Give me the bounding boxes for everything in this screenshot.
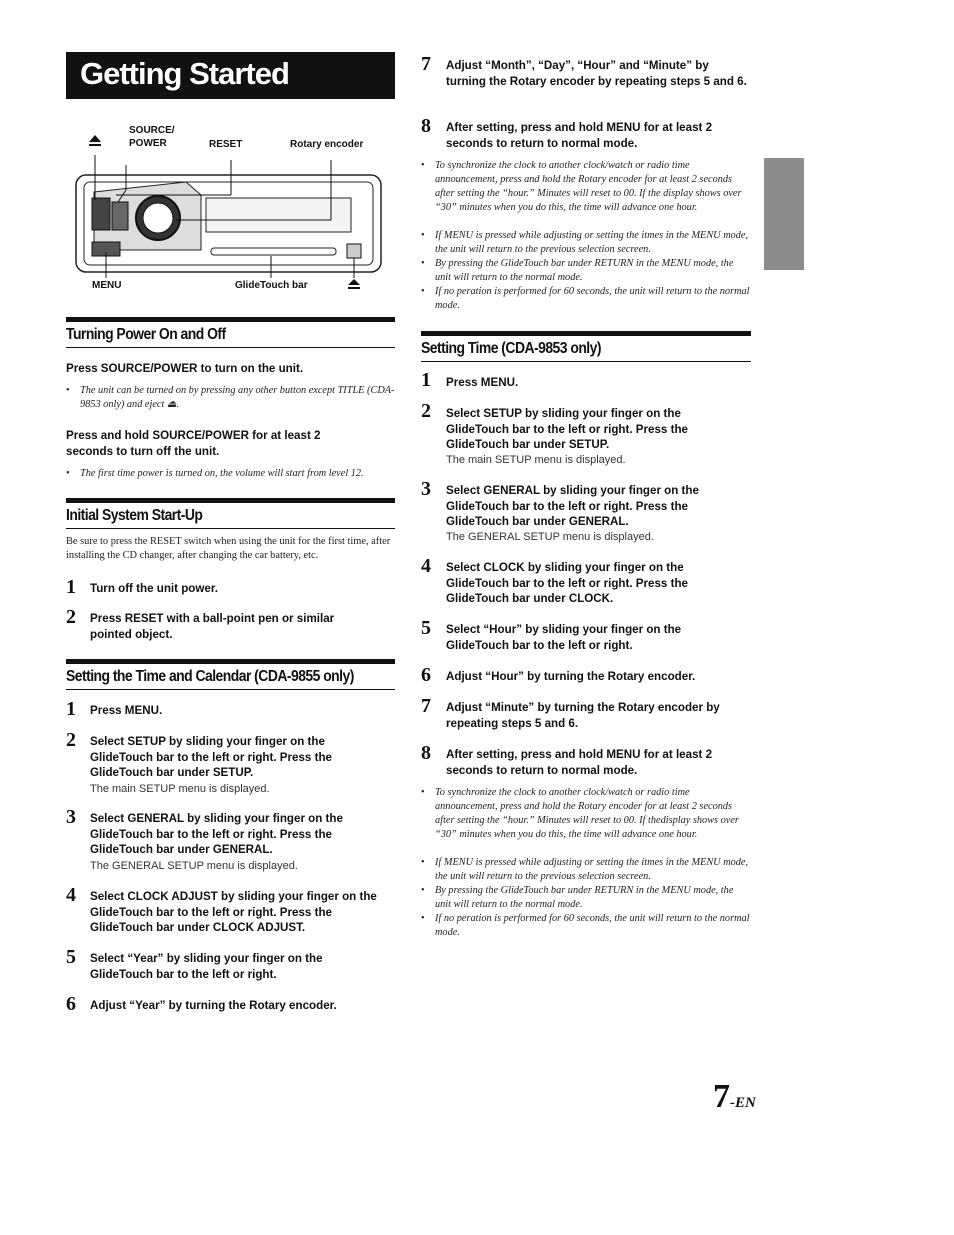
time-note-2: • If MENU is pressed while adjusting or setting the itmes in the MENU mode, the unit will return to the previous selection secreen.	[421, 857, 749, 882]
unit-diagram	[66, 120, 395, 300]
startup-step-2: Press RESET with a ball-point pen or similar pointed object.	[90, 612, 335, 641]
time-step-3-sub: The GENERAL SETUP menu is displayed.	[446, 531, 654, 543]
startup-heading: Initial System Start-Up	[66, 507, 203, 524]
power-note-1: • The unit can be turned on by pressing any other button except TITLE (CDA-9853 only) and eject ⏏.	[66, 385, 395, 410]
page-title: Getting Started	[80, 56, 289, 91]
timecal-step-4-num: 4	[66, 884, 76, 906]
reset-label: RESET	[209, 139, 243, 150]
source-power-label: SOURCE/ POWER	[129, 125, 175, 149]
timecal-step-5: Select “Year” by sliding your finger on the GlideTouch bar to the left or right.	[90, 952, 323, 981]
time-step-2: Select SETUP by sliding your finger on the GlideTouch bar to the left or right. Press the GlideTouch bar under SETUP.	[446, 407, 688, 452]
time-step-4: Select CLOCK by sliding your finger on the GlideTouch bar to the left or right. Press the GlideTouch bar under CLOCK.	[446, 561, 688, 606]
time-step-5: Select “Hour” by sliding your finger on the GlideTouch bar to the left or right.	[446, 623, 682, 652]
power-heading-bar	[66, 317, 395, 348]
time-step-3-num: 3	[421, 478, 431, 500]
time-step-8: After setting, press and hold MENU for at least 2 seconds to return to normal mode.	[446, 748, 713, 777]
glidetouch-label: GlideTouch bar	[235, 280, 308, 291]
time-note-4: • If no peration is performed for 60 seconds, the unit will return to the normal mode.	[421, 913, 750, 938]
timecal-step-3-num: 3	[66, 806, 76, 828]
time-step-1-num: 1	[421, 369, 431, 391]
time-step-4-num: 4	[421, 555, 431, 577]
time-heading: Setting Time (CDA-9853 only)	[421, 340, 601, 357]
timecal-heading-bar	[66, 659, 395, 690]
time-heading-bar	[421, 331, 751, 362]
time-note-3: • By pressing the GlideTouch bar under RETURN in the MENU mode, the unit will return to the normal mode.	[421, 885, 734, 910]
time-step-2-num: 2	[421, 400, 431, 422]
timecal-step-6-num: 6	[66, 993, 76, 1015]
timecal-note-1: • To synchronize the clock to another clock/watch or radio time announcement, press and hold the Rotary encoder for at least 2 seconds after setting the “hour.” Minutes will reset to 00. If the display shows over “30” minutes when you do this, the time will advance one hour.	[421, 160, 742, 213]
time-step-6-num: 6	[421, 664, 431, 686]
timecal-step-7: Adjust “Month”, “Day”, “Hour” and “Minute” by turning the Rotary encoder by repeating steps 5 and 6.	[446, 59, 747, 88]
time-step-3: Select GENERAL by sliding your finger on the GlideTouch bar to the left or right. Press the GlideTouch bar under GENERAL.	[446, 484, 699, 529]
timecal-step-3-sub: The GENERAL SETUP menu is displayed.	[90, 860, 298, 872]
startup-step-1: Turn off the unit power.	[90, 582, 218, 595]
page-number-value: 7	[713, 1078, 730, 1115]
timecal-note-4: • If no peration is performed for 60 seconds, the unit will return to the normal mode.	[421, 286, 750, 311]
timecal-step-2: Select SETUP by sliding your finger on the GlideTouch bar to the left or right. Press the GlideTouch bar under SETUP.	[90, 735, 332, 780]
timecal-step-1: Press MENU.	[90, 704, 163, 717]
time-step-6: Adjust “Hour” by turning the Rotary encoder.	[446, 670, 696, 683]
time-step-2-sub: The main SETUP menu is displayed.	[446, 454, 626, 466]
timecal-step-2-sub: The main SETUP menu is displayed.	[90, 783, 270, 795]
time-step-1: Press MENU.	[446, 376, 519, 389]
section-tab-marker	[764, 158, 804, 270]
time-step-8-num: 8	[421, 742, 431, 764]
power-p2: Press and hold SOURCE/POWER for at least 2 seconds to turn off the unit.	[66, 429, 321, 458]
timecal-step-5-num: 5	[66, 946, 76, 968]
timecal-step-6: Adjust “Year” by turning the Rotary encoder.	[90, 999, 337, 1012]
timecal-step-8: After setting, press and hold MENU for at least 2 seconds to return to normal mode.	[446, 121, 713, 150]
timecal-step-1-num: 1	[66, 698, 76, 720]
menu-label: MENU	[92, 280, 122, 291]
page-number	[713, 1078, 756, 1116]
startup-step-2-num: 2	[66, 606, 76, 628]
timecal-heading: Setting the Time and Calendar (CDA-9855 only)	[66, 668, 354, 685]
power-p1: Press SOURCE/POWER to turn on the unit.	[66, 362, 304, 375]
timecal-step-8-num: 8	[421, 115, 431, 137]
startup-intro: Be sure to press the RESET switch when using the unit for the first time, after installing the CD changer, after changing the car battery, etc.	[66, 536, 391, 561]
eject-icon	[89, 135, 101, 142]
timecal-note-3: • By pressing the GlideTouch bar under RETURN in the MENU mode, the unit will return to the normal mode.	[421, 258, 734, 283]
timecal-note-2: • If MENU is pressed while adjusting or setting the itmes in the MENU mode, the unit will return to the previous selection secreen.	[421, 230, 749, 255]
page-title-bar	[66, 52, 395, 99]
time-step-5-num: 5	[421, 617, 431, 639]
power-note-2: • The first time power is turned on, the volume will start from level 12.	[66, 468, 364, 479]
startup-step-1-num: 1	[66, 576, 76, 598]
timecal-step-2-num: 2	[66, 729, 76, 751]
time-step-7: Adjust “Minute” by turning the Rotary encoder by repeating steps 5 and 6.	[446, 701, 720, 730]
power-heading: Turning Power On and Off	[66, 326, 226, 343]
timecal-step-7-num: 7	[421, 53, 431, 75]
eject-icon	[348, 279, 360, 285]
page-number-suffix: -EN	[730, 1095, 756, 1111]
timecal-step-4: Select CLOCK ADJUST by sliding your finger on the GlideTouch bar to the left or right. Press the GlideTouch bar under CLOCK ADJUST.	[90, 890, 377, 935]
time-step-7-num: 7	[421, 695, 431, 717]
startup-heading-bar	[66, 498, 395, 529]
time-note-1: • To synchronize the clock to another clock/watch or radio time announcement, press and hold the Rotary encoder for at least 2 seconds after setting the “hour.” Minutes will reset to 00. If thedisplay shows over “30” minutes when you do this, the time will advance one hour.	[421, 787, 739, 840]
rotary-encoder-label: Rotary encoder	[290, 139, 364, 150]
timecal-step-3: Select GENERAL by sliding your finger on the GlideTouch bar to the left or right. Press the GlideTouch bar under GENERAL.	[90, 812, 343, 857]
